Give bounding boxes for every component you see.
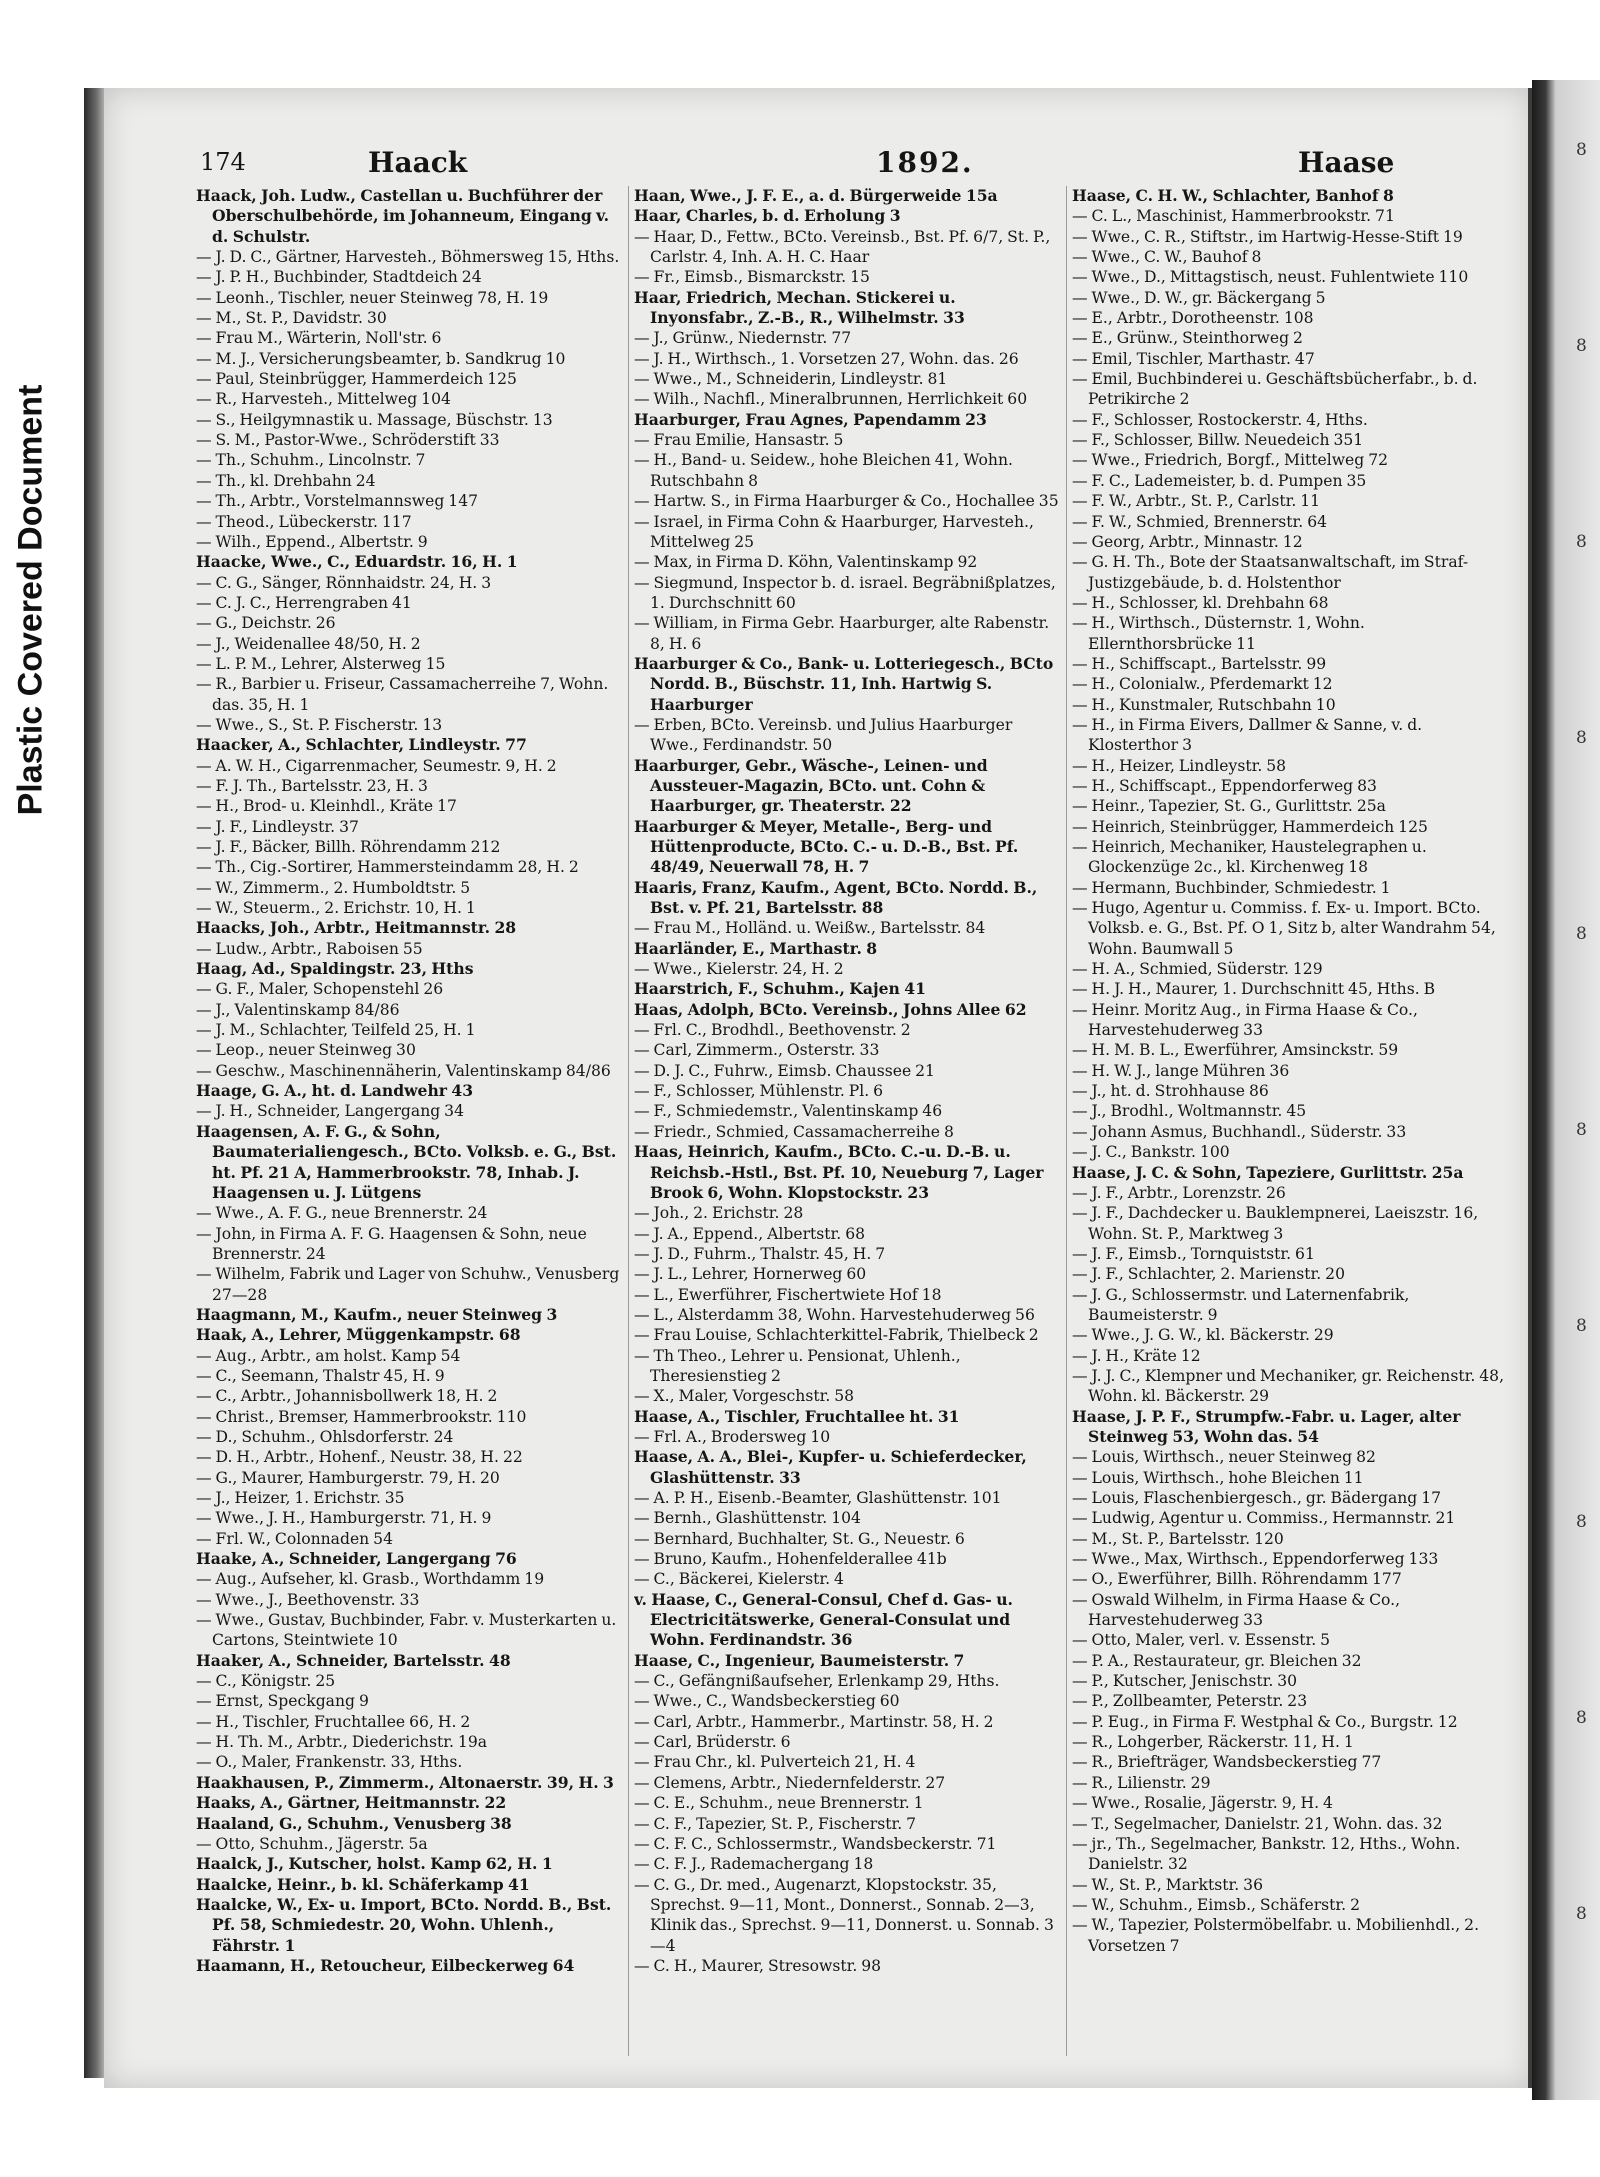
directory-entry: — G., Deichstr. 26 bbox=[196, 614, 336, 633]
directory-entry: Haase, C. H. W., Schlachter, Banhof 8 bbox=[1072, 186, 1394, 205]
directory-entry: — L., Alsterdamm 38, Wohn. Harvestehuderweg 56 bbox=[634, 1305, 1035, 1324]
directory-entry: — Clemens, Arbtr., Niedernfelderstr. 27 bbox=[634, 1773, 946, 1792]
directory-entry: — Th., Schuhm., Lincolnstr. 7 bbox=[196, 451, 426, 470]
directory-entry: — J. G., Schlossermstr. und Laternenfabrik, Baumeisterstr. 9 bbox=[1072, 1285, 1410, 1324]
directory-entry: — H., Kunstmaler, Rutschbahn 10 bbox=[1072, 695, 1336, 714]
directory-entry: — Wwe., S., St. P. Fischerstr. 13 bbox=[196, 715, 443, 734]
directory-entry: — Th., Cig.-Sortirer, Hammersteindamm 28, H. 2 bbox=[196, 858, 579, 877]
directory-entry: — D., Schuhm., Ohlsdorferstr. 24 bbox=[196, 1427, 454, 1446]
directory-entry: Haase, A., Tischler, Fruchtallee ht. 31 bbox=[634, 1406, 960, 1426]
directory-entry: — C. F., Tapezier, St. P., Fischerstr. 7 bbox=[634, 1814, 917, 1833]
directory-page bbox=[104, 88, 1532, 2088]
directory-entry: — E., Arbtr., Dorotheenstr. 108 bbox=[1072, 309, 1314, 328]
directory-entry: — Geschw., Maschinennäherin, Valentinskamp 84/86 bbox=[196, 1061, 611, 1080]
directory-entry: — Wwe., C., Wandsbeckerstieg 60 bbox=[634, 1692, 900, 1711]
directory-entry: — L., Ewerführer, Fischertwiete Hof 18 bbox=[634, 1285, 942, 1304]
directory-entry: — Heinr., Tapezier, St. G., Gurlittstr. 25a bbox=[1072, 797, 1386, 816]
directory-entry: — Frau M., Wärterin, Noll'str. 6 bbox=[196, 329, 442, 348]
directory-entry: — Emil, Buchbinderei u. Geschäftsbücherfabr., b. d. Petrikirche 2 bbox=[1072, 370, 1478, 409]
directory-entry: — Aug., Aufseher, kl. Grasb., Worthdamm 19 bbox=[196, 1570, 545, 1589]
directory-entry: — X., Maler, Vorgeschstr. 58 bbox=[634, 1387, 855, 1406]
directory-entry: — Otto, Maler, verl. v. Essenstr. 5 bbox=[1072, 1631, 1331, 1650]
directory-entry: — J., Grünw., Niedernstr. 77 bbox=[634, 329, 852, 348]
directory-entry: — Heinrich, Mechaniker, Haustelegraphen u. Glockenzüge 2c., kl. Kirchenweg 18 bbox=[1072, 838, 1427, 877]
directory-entry: — Hugo, Agentur u. Commiss. f. Ex- u. Import. BCto. Volksb. e. G., Bst. Pf. O 1, Sitz b, alter Wandrahm 54, Wohn. Baumwall 5 bbox=[1072, 899, 1496, 958]
directory-entry: — J., Weidenallee 48/50, H. 2 bbox=[196, 634, 421, 653]
directory-entry: — F. J. Th., Bartelsstr. 23, H. 3 bbox=[196, 776, 428, 795]
directory-entry: Haarburger, Gebr., Wäsche-, Leinen- und Aussteuer-Magazin, BCto. unt. Cohn & Haarburger, gr. Theaterstr. 22 bbox=[634, 755, 988, 816]
directory-entry: — Wwe., Max, Wirthsch., Eppendorferweg 133 bbox=[1072, 1550, 1439, 1569]
directory-entry: Haack, Joh. Ludw., Castellan u. Buchführer der Oberschulbehörde, im Johanneum, Eingang v. d. Schulstr. bbox=[196, 186, 610, 246]
directory-entry: Haarländer, E., Marthastr. 8 bbox=[634, 938, 878, 958]
directory-entry: Haaks, A., Gärtner, Heitmannstr. 22 bbox=[196, 1793, 507, 1813]
directory-entry: — J. L., Lehrer, Hornerweg 60 bbox=[634, 1265, 867, 1284]
directory-entry: — Carl, Zimmerm., Osterstr. 33 bbox=[634, 1041, 880, 1060]
directory-entry: — Wwe., A. F. G., neue Brennerstr. 24 bbox=[196, 1204, 488, 1223]
directory-entry: — Heinrich, Steinbrügger, Hammerdeich 125 bbox=[1072, 817, 1428, 836]
directory-entry: — R., Barbier u. Friseur, Cassamacherreihe 7, Wohn. das. 35, H. 1 bbox=[196, 675, 609, 714]
directory-entry: Haan, Wwe., J. F. E., a. d. Bürgerweide 15a bbox=[634, 186, 998, 205]
directory-entry: — M., St. P., Bartelsstr. 120 bbox=[1072, 1529, 1284, 1548]
directory-entry: — Max, in Firma D. Köhn, Valentinskamp 92 bbox=[634, 553, 978, 572]
directory-entry: — J. F., Lindleystr. 37 bbox=[196, 817, 359, 836]
directory-entry: — W., Steuerm., 2. Erichstr. 10, H. 1 bbox=[196, 899, 476, 918]
directory-entry: — F., Schmiedemstr., Valentinskamp 46 bbox=[634, 1102, 943, 1121]
directory-entry: — P., Kutscher, Jenischstr. 30 bbox=[1072, 1672, 1298, 1691]
directory-entry: — H., in Firma Eivers, Dallmer & Sanne, v. d. Klosterthor 3 bbox=[1072, 715, 1423, 755]
edge-fragment: 8 bbox=[1576, 1120, 1587, 1140]
directory-entry: — F. W., Arbtr., St. P., Carlstr. 11 bbox=[1072, 492, 1321, 511]
directory-entry: Haase, A. A., Blei-, Kupfer- u. Schieferdecker, Glashüttenstr. 33 bbox=[634, 1447, 1027, 1487]
directory-entry: — Bruno, Kaufm., Hohenfelderallee 41b bbox=[634, 1550, 947, 1569]
directory-entry: — jr., Th., Segelmacher, Bankstr. 12, Hths., Wohn. Danielstr. 32 bbox=[1072, 1834, 1461, 1874]
directory-entry: — H., Heizer, Lindleystr. 58 bbox=[1072, 756, 1287, 775]
directory-entry: — Th Theo., Lehrer u. Pensionat, Uhlenh., Theresienstieg 2 bbox=[634, 1346, 961, 1385]
directory-entry: Haarburger & Co., Bank- u. Lotteriegesch., BCto Nordd. B., Büschstr. 11, Inh. Hartwig S. Haarburger bbox=[634, 653, 1054, 714]
directory-entry: — C. E., Schuhm., neue Brennerstr. 1 bbox=[634, 1794, 924, 1813]
directory-entry: — William, in Firma Gebr. Haarburger, alte Rabenstr. 8, H. 6 bbox=[634, 614, 1050, 653]
directory-entry: — Th., kl. Drehbahn 24 bbox=[196, 471, 376, 490]
right-running-head: Haase bbox=[1298, 146, 1395, 179]
directory-entry: — C. L., Maschinist, Hammerbrookstr. 71 bbox=[1072, 207, 1395, 226]
directory-entry: — P. A., Restaurateur, gr. Bleichen 32 bbox=[1072, 1651, 1362, 1670]
directory-entry: Haas, Heinrich, Kaufm., BCto. C.-u. D.-B. u. Reichsb.-Hstl., Bst. Pf. 10, Neueburg 7, Lager Brook 6, Wohn. Klopstockstr. 23 bbox=[634, 1142, 1044, 1202]
edge-fragment: 8 bbox=[1576, 1904, 1587, 1924]
directory-entry: — Wilh., Nachfl., Mineralbrunnen, Herrlichkeit 60 bbox=[634, 390, 1028, 409]
directory-entry: — W., Tapezier, Polstermöbelfabr. u. Mobilienhdl., 2. Vorsetzen 7 bbox=[1072, 1916, 1480, 1955]
directory-entry: — S., Heilgymnastik u. Massage, Büschstr. 13 bbox=[196, 410, 553, 429]
directory-entry: — L. P. M., Lehrer, Alsterweg 15 bbox=[196, 654, 446, 673]
directory-entry: — Wwe., Friedrich, Borgf., Mittelweg 72 bbox=[1072, 451, 1389, 470]
directory-entry: — H. W. J., lange Mühren 36 bbox=[1072, 1061, 1290, 1080]
directory-entry: — F. C., Lademeister, b. d. Pumpen 35 bbox=[1072, 471, 1367, 490]
directory-entry: — C. G., Sänger, Rönnhaidstr. 24, H. 3 bbox=[196, 573, 492, 592]
directory-entry: — C. F. J., Rademachergang 18 bbox=[634, 1855, 874, 1874]
directory-entry: — Johann Asmus, Buchhandl., Süderstr. 33 bbox=[1072, 1122, 1407, 1141]
directory-entry: Haaker, A., Schneider, Bartelsstr. 48 bbox=[196, 1650, 511, 1670]
directory-entry: — J. H., Kräte 12 bbox=[1072, 1346, 1201, 1365]
directory-entry: Haar, Friedrich, Mechan. Stickerei u. Inyonsfabr., Z.-B., R., Wilhelmstr. 33 bbox=[634, 287, 965, 328]
directory-entry: — J. M., Schlachter, Teilfeld 25, H. 1 bbox=[196, 1021, 476, 1040]
directory-column-2 bbox=[634, 186, 1062, 2066]
directory-entry: Haar, Charles, b. d. Erholung 3 bbox=[634, 206, 901, 226]
edge-fragment: 8 bbox=[1576, 140, 1587, 160]
directory-entry: — Emil, Tischler, Marthastr. 47 bbox=[1072, 349, 1315, 368]
directory-entry: — R., Briefträger, Wandsbeckerstieg 77 bbox=[1072, 1753, 1382, 1772]
page-header bbox=[200, 140, 1510, 184]
directory-entry: — C. H., Maurer, Stresowstr. 98 bbox=[634, 1956, 882, 1975]
directory-entry: — Leonh., Tischler, neuer Steinweg 78, H. 19 bbox=[196, 288, 549, 307]
directory-entry: Haage, G. A., ht. d. Landwehr 43 bbox=[196, 1081, 474, 1101]
directory-entry: Haag, Ad., Spaldingstr. 23, Hths bbox=[196, 959, 474, 979]
directory-entry: — Haar, D., Fettw., BCto. Vereinsb., Bst. Pf. 6/7, St. P., Carlstr. 4, Inh. A. H. C. Haar bbox=[634, 227, 1051, 267]
edge-fragment: 8 bbox=[1576, 728, 1587, 748]
directory-entry: — H., Wirthsch., Düsternstr. 1, Wohn. Ellernthorsbrücke 11 bbox=[1072, 614, 1365, 653]
directory-entry: — J. J. C., Klempner und Mechaniker, gr. Reichenstr. 48, Wohn. kl. Bäckerstr. 29 bbox=[1072, 1366, 1505, 1406]
edge-fragment: 8 bbox=[1576, 336, 1587, 356]
directory-entry: — Leop., neuer Steinweg 30 bbox=[196, 1041, 416, 1060]
directory-entry: — Hartw. S., in Firma Haarburger & Co., Hochallee 35 bbox=[634, 492, 1059, 511]
directory-entry: Haakhausen, P., Zimmerm., Altonaerstr. 39, H. 3 bbox=[196, 1772, 614, 1792]
directory-entry: — P. Eug., in Firma F. Westphal & Co., Burgstr. 12 bbox=[1072, 1712, 1458, 1731]
directory-entry: — J., Valentinskamp 84/86 bbox=[196, 1000, 400, 1019]
directory-entry: — Wwe., J. H., Hamburgerstr. 71, H. 9 bbox=[196, 1509, 492, 1528]
directory-entry: — Louis, Flaschenbiergesch., gr. Bädergang 17 bbox=[1072, 1489, 1442, 1507]
directory-entry: — C. G., Dr. med., Augenarzt, Klopstockstr. 35, Sprechst. 9—11, Mont., Donnerst., Sonnab. 2—3, Klinik das., Sprechst. 9—11, Donnerst. u. Sonnab. 3—4 bbox=[634, 1875, 1054, 1955]
directory-entry: — H., Brod- u. Kleinhdl., Kräte 17 bbox=[196, 797, 457, 816]
directory-entry: — P., Zollbeamter, Peterstr. 23 bbox=[1072, 1692, 1308, 1711]
directory-entry: — Frau Louise, Schlachterkittel-Fabrik, Thielbeck 2 bbox=[634, 1326, 1039, 1345]
directory-entry: — J. P. H., Buchbinder, Stadtdeich 24 bbox=[196, 268, 482, 287]
directory-entry: Haamann, H., Retoucheur, Eilbeckerweg 64 bbox=[196, 1955, 575, 1975]
directory-entry: Haagensen, A. F. G., & Sohn, Baumaterialiengesch., BCto. Volksb. e. G., Bst. ht. Pf. 21 A, Hammerbrookstr. 78, Inhab. J. Haagensen u. J. Lütgens bbox=[196, 1121, 617, 1202]
directory-entry: — H., Schiffscapt., Bartelsstr. 99 bbox=[1072, 654, 1327, 673]
directory-entry: — H., Tischler, Fruchtallee 66, H. 2 bbox=[196, 1712, 471, 1731]
directory-entry: — Hermann, Buchbinder, Schmiedestr. 1 bbox=[1072, 878, 1391, 897]
page-number: 174 bbox=[200, 148, 246, 176]
directory-entry: — Wwe., J. G. W., kl. Bäckerstr. 29 bbox=[1072, 1326, 1334, 1345]
directory-entry: — Fr., Eimsb., Bismarckstr. 15 bbox=[634, 268, 870, 287]
directory-entry: Haarburger & Meyer, Metalle-, Berg- und Hüttenproducte, BCto. C.- u. D.-B., Bst. Pf. 48/49, Neuerwall 78, H. 7 bbox=[634, 816, 1019, 877]
directory-entry: Haagmann, M., Kaufm., neuer Steinweg 3 bbox=[196, 1304, 558, 1324]
edge-fragment: 8 bbox=[1576, 1512, 1587, 1532]
directory-entry: — Frl. C., Brodhdl., Beethovenstr. 2 bbox=[634, 1021, 911, 1040]
directory-entry: — Wwe., J., Beethovenstr. 33 bbox=[196, 1590, 420, 1609]
directory-entry: Haas, Adolph, BCto. Vereinsb., Johns Allee 62 bbox=[634, 999, 1027, 1019]
directory-entry: — Aug., Arbtr., am holst. Kamp 54 bbox=[196, 1346, 461, 1365]
directory-entry: — Theod., Lübeckerstr. 117 bbox=[196, 512, 412, 531]
directory-entry: — Friedr., Schmied, Cassamacherreihe 8 bbox=[634, 1122, 954, 1141]
directory-entry: — Christ., Bremser, Hammerbrookstr. 110 bbox=[196, 1407, 527, 1426]
directory-entry: — Paul, Steinbrügger, Hammerdeich 125 bbox=[196, 370, 517, 389]
directory-entry: Haase, J. P. F., Strumpfw.-Fabr. u. Lager, alter Steinweg 53, Wohn das. 54 bbox=[1072, 1406, 1461, 1446]
directory-entry: — F. W., Schmied, Brennerstr. 64 bbox=[1072, 512, 1328, 531]
directory-entry: — H., Band- u. Seidew., hohe Bleichen 41, Wohn. Rutschbahn 8 bbox=[634, 451, 1013, 490]
directory-entry: — H. A., Schmied, Süderstr. 129 bbox=[1072, 960, 1323, 979]
directory-entry: — J. H., Wirthsch., 1. Vorsetzen 27, Wohn. das. 26 bbox=[634, 349, 1019, 368]
directory-entry: — Frau Chr., kl. Pulverteich 21, H. 4 bbox=[634, 1753, 916, 1772]
directory-entry: — H., Schiffscapt., Eppendorferweg 83 bbox=[1072, 776, 1377, 795]
directory-entry: — W., Zimmerm., 2. Humboldtstr. 5 bbox=[196, 878, 471, 897]
directory-entry: — Frl. W., Colonnaden 54 bbox=[196, 1529, 394, 1548]
left-running-head: Haack bbox=[368, 146, 468, 179]
directory-entry: — Siegmund, Inspector b. d. israel. Begräbnißplatzes, 1. Durchschnitt 60 bbox=[634, 573, 1056, 612]
directory-entry: — Wwe., Gustav, Buchbinder, Fabr. v. Musterkarten u. Cartons, Steintwiete 10 bbox=[196, 1611, 617, 1650]
directory-entry: — J. D., Fuhrm., Thalstr. 45, H. 7 bbox=[634, 1244, 886, 1263]
directory-entry: — R., Lilienstr. 29 bbox=[1072, 1773, 1211, 1792]
directory-entry: — Frl. A., Brodersweg 10 bbox=[634, 1427, 831, 1446]
directory-entry: — John, in Firma A. F. G. Haagensen & Sohn, neue Brennerstr. 24 bbox=[196, 1224, 587, 1263]
directory-entry: — Erben, BCto. Vereinsb. und Julius Haarburger Wwe., Ferdinandstr. 50 bbox=[634, 715, 1013, 755]
directory-entry: — Louis, Wirthsch., neuer Steinweg 82 bbox=[1072, 1448, 1376, 1467]
directory-entry: — F., Schlosser, Billw. Neuedeich 351 bbox=[1072, 431, 1364, 450]
year-heading: 1892. bbox=[876, 146, 974, 179]
directory-entry: — Wwe., C. R., Stiftstr., im Hartwig-Hesse-Stift 19 bbox=[1072, 227, 1463, 246]
directory-entry: — D. H., Arbtr., Hohenf., Neustr. 38, H. 22 bbox=[196, 1448, 523, 1467]
directory-entry: Haaris, Franz, Kaufm., Agent, BCto. Nordd. B., Bst. v. Pf. 21, Bartelsstr. 88 bbox=[634, 877, 1038, 918]
directory-entry: Haase, J. C. & Sohn, Tapeziere, Gurlittstr. 25a bbox=[1072, 1162, 1464, 1182]
directory-entry: — Bernhard, Buchhalter, St. G., Neuestr. 6 bbox=[634, 1529, 965, 1548]
directory-entry: — R., Lohgerber, Räckerstr. 11, H. 1 bbox=[1072, 1733, 1354, 1752]
directory-entry: — Georg, Arbtr., Minnastr. 12 bbox=[1072, 532, 1303, 551]
directory-entry: — M., St. P., Davidstr. 30 bbox=[196, 309, 387, 328]
directory-entry: Haase, C., Ingenieur, Baumeisterstr. 7 bbox=[634, 1650, 965, 1670]
directory-entry: — C., Bäckerei, Kielerstr. 4 bbox=[634, 1570, 844, 1589]
directory-entry: — O., Maler, Frankenstr. 33, Hths. bbox=[196, 1753, 463, 1772]
directory-entry: — R., Harvesteh., Mittelweg 104 bbox=[196, 390, 451, 409]
directory-entry: Haalcke, W., Ex- u. Import, BCto. Nordd. B., Bst. Pf. 58, Schmiedestr. 20, Wohn. Uhlenh., Fährstr. 1 bbox=[196, 1894, 612, 1955]
directory-entry: — C., Arbtr., Johannisbollwerk 18, H. 2 bbox=[196, 1387, 498, 1406]
directory-entry: — G., Maurer, Hamburgerstr. 79, H. 20 bbox=[196, 1468, 500, 1487]
directory-entry: — Frau M., Holländ. u. Weißw., Bartelsstr. 84 bbox=[634, 919, 986, 938]
directory-entry: v. Haase, C., General-Consul, Chef d. Gas- u. Electricitätswerke, General-Consulat und Wohn. Ferdinandstr. 36 bbox=[634, 1589, 1013, 1650]
directory-entry: — O., Ewerführer, Billh. Röhrendamm 177 bbox=[1072, 1570, 1402, 1589]
edge-fragment: 8 bbox=[1576, 1708, 1587, 1728]
directory-entry: — Wilhelm, Fabrik und Lager von Schuhw., Venusberg 27—28 bbox=[196, 1265, 620, 1304]
side-label-text: Plastic Covered Document bbox=[11, 384, 50, 816]
directory-entry: — J. F., Eimsb., Tornquiststr. 61 bbox=[1072, 1244, 1315, 1263]
directory-entry: — D. J. C., Fuhrw., Eimsb. Chaussee 21 bbox=[634, 1061, 935, 1080]
directory-entry: — H., Colonialw., Pferdemarkt 12 bbox=[1072, 675, 1333, 694]
directory-entry: — Wwe., D. W., gr. Bäckergang 5 bbox=[1072, 288, 1326, 307]
edge-fragment: 8 bbox=[1576, 1316, 1587, 1336]
directory-entry: — Joh., 2. Erichstr. 28 bbox=[634, 1204, 804, 1223]
directory-entry: — H., Schlosser, kl. Drehbahn 68 bbox=[1072, 593, 1329, 612]
directory-entry: — Wwe., C. W., Bauhof 8 bbox=[1072, 248, 1262, 267]
directory-entry: — Wwe., D., Mittagstisch, neust. Fuhlentwiete 110 bbox=[1072, 268, 1469, 287]
directory-entry: Haalcke, Heinr., b. kl. Schäferkamp 41 bbox=[196, 1874, 530, 1894]
directory-entry: — C., Seemann, Thalstr 45, H. 9 bbox=[196, 1366, 445, 1385]
directory-entry: Haarstrich, F., Schuhm., Kajen 41 bbox=[634, 979, 926, 999]
directory-entry: — J. A., Eppend., Albertstr. 68 bbox=[634, 1224, 866, 1243]
side-label bbox=[0, 0, 62, 2177]
directory-entry: Haacke, Wwe., C., Eduardstr. 16, H. 1 bbox=[196, 552, 518, 572]
directory-entry: — J., ht. d. Strohhause 86 bbox=[1072, 1082, 1269, 1101]
directory-entry: — G. H. Th., Bote der Staatsanwaltschaft, im Straf-Justizgebäude, b. d. Holstenthor bbox=[1072, 553, 1469, 592]
edge-fragment: 8 bbox=[1576, 532, 1587, 552]
directory-entry: — H. M. B. L., Ewerführer, Amsinckstr. 59 bbox=[1072, 1041, 1399, 1060]
directory-entry: — F., Schlosser, Rostockerstr. 4, Hths. bbox=[1072, 410, 1368, 429]
directory-entry: — J. F., Bäcker, Billh. Röhrendamm 212 bbox=[196, 838, 501, 856]
directory-entry: — Heinr. Moritz Aug., in Firma Haase & Co., Harvestehuderweg 33 bbox=[1072, 1000, 1418, 1040]
directory-entry: — J. F., Dachdecker u. Bauklempnerei, Laeiszstr. 16, Wohn. St. P., Marktweg 3 bbox=[1072, 1204, 1479, 1243]
column-divider-1 bbox=[628, 186, 629, 2056]
directory-entry: — H. J. H., Maurer, 1. Durchschnitt 45, Hths. B bbox=[1072, 980, 1436, 999]
directory-entry: — J., Heizer, 1. Erichstr. 35 bbox=[196, 1489, 405, 1507]
edge-fragment: 8 bbox=[1576, 924, 1587, 944]
directory-entry: — C. J. C., Herrengraben 41 bbox=[196, 593, 412, 612]
directory-entry: — J. D. C., Gärtner, Harvesteh., Böhmersweg 15, Hths. bbox=[196, 248, 620, 267]
directory-entry: — J. C., Bankstr. 100 bbox=[1072, 1143, 1230, 1162]
directory-entry: — G. F., Maler, Schopenstehl 26 bbox=[196, 980, 444, 999]
directory-entry: — Frau Emilie, Hansastr. 5 bbox=[634, 431, 844, 450]
directory-entry: — C., Königstr. 25 bbox=[196, 1672, 336, 1691]
directory-entry: — Israel, in Firma Cohn & Haarburger, Harvesteh., Mittelweg 25 bbox=[634, 512, 1034, 551]
directory-entry: Haacks, Joh., Arbtr., Heitmannstr. 28 bbox=[196, 918, 517, 938]
directory-entry: — C., Gefängnißaufseher, Erlenkamp 29, Hths. bbox=[634, 1672, 1000, 1691]
directory-entry: Haacker, A., Schlachter, Lindleystr. 77 bbox=[196, 735, 527, 755]
directory-entry: — Louis, Wirthsch., hohe Bleichen 11 bbox=[1072, 1468, 1364, 1487]
directory-entry: — C. F. C., Schlossermstr., Wandsbeckerstr. 71 bbox=[634, 1834, 997, 1853]
directory-column-1 bbox=[196, 186, 624, 2066]
directory-entry: — A. W. H., Cigarrenmacher, Seumestr. 9, H. 2 bbox=[196, 756, 557, 775]
scan-left-edge bbox=[84, 88, 106, 2078]
directory-entry: — S. M., Pastor-Wwe., Schröderstift 33 bbox=[196, 431, 500, 450]
adjacent-page-edge bbox=[1532, 80, 1600, 2100]
directory-entry: — Th., Arbtr., Vorstelmannsweg 147 bbox=[196, 492, 479, 511]
directory-entry: — F., Schlosser, Mühlenstr. Pl. 6 bbox=[634, 1082, 884, 1101]
directory-entry: — J., Brodhl., Woltmannstr. 45 bbox=[1072, 1102, 1307, 1121]
directory-entry: — M. J., Versicherungsbeamter, b. Sandkrug 10 bbox=[196, 349, 566, 368]
directory-entry: — W., St. P., Marktstr. 36 bbox=[1072, 1875, 1263, 1894]
directory-entry: Haake, A., Schneider, Langergang 76 bbox=[196, 1549, 517, 1569]
directory-column-3 bbox=[1072, 186, 1512, 2066]
directory-entry: Haaland, G., Schuhm., Venusberg 38 bbox=[196, 1813, 512, 1833]
directory-entry: — Carl, Arbtr., Hammerbr., Martinstr. 58, H. 2 bbox=[634, 1712, 994, 1731]
directory-entry: Haalck, J., Kutscher, holst. Kamp 62, H. 1 bbox=[196, 1854, 553, 1874]
directory-entry: — Wwe., Kielerstr. 24, H. 2 bbox=[634, 960, 844, 979]
directory-entry: — H. Th. M., Arbtr., Diederichstr. 19a bbox=[196, 1733, 488, 1752]
directory-entry: — Carl, Brüderstr. 6 bbox=[634, 1733, 791, 1752]
directory-entry: — Ernst, Speckgang 9 bbox=[196, 1692, 369, 1711]
directory-entry: — T., Segelmacher, Danielstr. 21, Wohn. das. 32 bbox=[1072, 1814, 1443, 1833]
directory-entry: — J. F., Schlachter, 2. Marienstr. 20 bbox=[1072, 1265, 1346, 1284]
column-divider-2 bbox=[1066, 186, 1067, 2056]
directory-entry: — Bernh., Glashüttenstr. 104 bbox=[634, 1509, 861, 1528]
directory-entry: — J. H., Schneider, Langergang 34 bbox=[196, 1102, 465, 1121]
directory-entry: — Wilh., Eppend., Albertstr. 9 bbox=[196, 532, 428, 551]
directory-entry: — Otto, Schuhm., Jägerstr. 5a bbox=[196, 1834, 428, 1853]
directory-entry: — Ludwig, Agentur u. Commiss., Hermannstr. 21 bbox=[1072, 1509, 1456, 1528]
directory-entry: — Wwe., M., Schneiderin, Lindleystr. 81 bbox=[634, 370, 948, 389]
directory-entry: — W., Schuhm., Eimsb., Schäferstr. 2 bbox=[1072, 1895, 1360, 1914]
directory-entry: Haak, A., Lehrer, Müggenkampstr. 68 bbox=[196, 1325, 521, 1345]
directory-entry: Haarburger, Frau Agnes, Papendamm 23 bbox=[634, 409, 987, 429]
directory-entry: — Oswald Wilhelm, in Firma Haase & Co., Harvestehuderweg 33 bbox=[1072, 1590, 1401, 1630]
directory-entry: — J. F., Arbtr., Lorenzstr. 26 bbox=[1072, 1183, 1286, 1202]
directory-entry: — Wwe., Rosalie, Jägerstr. 9, H. 4 bbox=[1072, 1794, 1333, 1813]
directory-entry: — A. P. H., Eisenb.-Beamter, Glashüttenstr. 101 bbox=[634, 1489, 1002, 1507]
directory-entry: — Ludw., Arbtr., Raboisen 55 bbox=[196, 939, 423, 958]
directory-entry: — E., Grünw., Steinthorweg 2 bbox=[1072, 329, 1303, 348]
